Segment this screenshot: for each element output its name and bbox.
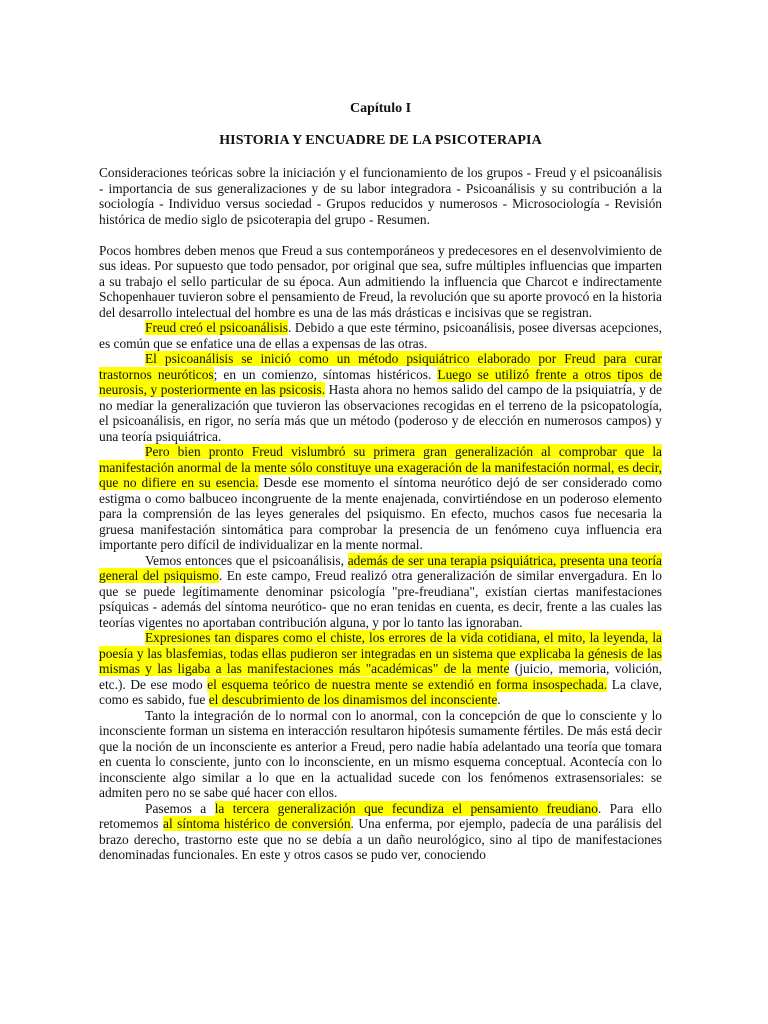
text-segment: Consideraciones teóricas sobre la iniciación y el funcionamiento de los grupos - Freud y el psicoanálisis - importancia de sus generalizaciones y de su labor integradora - Psicoanálisis y su contribución a la sociología - Individuo versus sociedad - Grupos reducidos y numerosos - Microsociología - Revisión histórica de medio siglo de psicoterapia del grupo - Resumen. (99, 165, 662, 227)
document-body (99, 165, 662, 863)
highlighted-text: Freud creó el psicoanálisis (145, 320, 289, 335)
text-segment: . (497, 692, 501, 707)
highlighted-text: Pero bien pronto Freud vislumbró su primera gran generalización al comprobar que la manifestación anormal de la mente sólo constituye una exageración de la manifestación normal, es decir, que no difiere en su esencia. (99, 444, 662, 490)
text-segment: Vemos entonces que el psicoanálisis, (145, 552, 348, 568)
highlighted-text: la tercera generalización que fecundiza el pensamiento freudiano (214, 800, 598, 816)
chapter-heading: Capítulo I (349, 101, 412, 116)
paragraph (99, 553, 662, 631)
text-segment: Pocos hombres deben menos que Freud a sus contemporáneos y predecesores en el desenvolvimiento de sus ideas. Por supuesto que todo pensador, por original que sea, sufre múltiples influencias que imparten a su trabajo el sello particular de su época. Aun admitiendo la influencia que Charcot e indirectamente Schopenhauer tuvieron sobre el pensamiento de Freud, la revolución que su aporte provocó en la historia del desarrollo intelectual del hombre es una de las más drásticas e incisivas que se registran. (99, 242, 662, 320)
paragraph (99, 708, 662, 801)
highlighted-text: además de ser una terapia psiquiátrica, presenta una teoría general del psiquismo (99, 552, 662, 583)
highlighted-text: El psicoanálisis se inició como un método psiquiátrico elaborado por Freud para curar trastornos neuróticos (99, 351, 662, 382)
paragraph (99, 165, 662, 227)
paragraph (99, 243, 662, 321)
text-segment: . Debido a que este término, psicoanálisis, posee diversas acepciones, es común que se enfatice una de ellas a expensas de las otras. (99, 320, 663, 351)
text-segment: ; en un comienzo, síntomas histéricos. (213, 366, 438, 382)
paragraph (99, 444, 662, 553)
text-segment: . En este campo, Freud realizó otra generalización de similar envergadura. En lo que se puede legítimamente denominar psicología "pre-freudiana", existían ciertas manifestaciones psíquicas - además del síntoma neurótico- que no eran tenidas en cuenta, es decir, frente a las cuales las teorías vigentes no aportaban contribución alguna, y por lo tanto las ignoraban. (99, 568, 662, 630)
text-segment: Hasta ahora no hemos salido del campo de la psiquiatría, y de no mediar la generalización que tuvieron las observaciones recogidas en el terreno de la psicopatología, el psicoanálisis, en rigor, no sería más que un método (poderoso y de elección en numerosos campos) y una teoría psiquiátrica. (99, 382, 663, 444)
paragraph (99, 801, 662, 863)
highlighted-text: Expresiones tan dispares como el chiste, los errores de la vida cotidiana, el mito, la leyenda, la poesía y las blasfemias, todas ellas pudieron ser integradas en un sistema que explicaba la génesis de las mismas y las ligaba a las manifestaciones más "académicas" de la mente (99, 630, 662, 676)
text-segment: Desde ese momento el síntoma neurótico dejó de ser considerado como estigma o como balbuceo incongruente de la mente enajenada, convirtiéndose en un poderoso elemento para la comprensión de las leyes generales del psiquismo. En efecto, muchos casos fue necesaria la gruesa manifestación sintomática para comprobar la presencia de un fenómeno cuya influencia era importante pero difícil de individualizar en la mente normal. (99, 475, 662, 552)
highlighted-text: el esquema teórico de nuestra mente se extendió en forma insospechada. (207, 676, 608, 692)
highlighted-text: Luego se utilizó frente a otros tipos de neurosis, y posteriormente en las psicosis. (99, 366, 663, 397)
text-segment: (juicio, memoria, volición, etc.). De ese modo (99, 661, 662, 692)
text-segment: Pasemos a (145, 800, 215, 816)
text-segment: La clave, como es sabido, fue (99, 676, 662, 707)
paragraph (99, 320, 662, 351)
paragraph (99, 630, 662, 708)
text-segment: . Para ello retomemos (99, 800, 662, 831)
text-segment: . Una enferma, por ejemplo, padecía de una parálisis del brazo derecho, trastorno este que no se debía a un daño neurológico, sino al tipo de manifestaciones denominadas funcionales. En este y otros casos se pudo ver, conociendo (99, 816, 662, 862)
highlighted-text: al síntoma histérico de conversión (163, 816, 351, 831)
highlighted-text: el descubrimiento de los dinamismos del inconsciente (208, 692, 498, 707)
paragraph (99, 351, 662, 444)
text-segment: Tanto la integración de lo normal con lo anormal, con la concepción de que lo consciente y lo inconsciente forman un sistema en interacción resultaron hipótesis sumamente fértiles. De más está decir que la noción de un inconsciente es anterior a Freud, pero nadie había adelantado una teoría que tomara en cuenta lo consciente, junto con lo inconsciente, en un mismo esquema conceptual. Acontecía con lo inconsciente algo similar a lo que en la actualidad sucede con los fenómenos extrasensoriales: se admiten pero no se sabe qué hacer con ellos. (99, 707, 662, 800)
chapter-title: HISTORIA Y ENCUADRE DE LA PSICOTERAPIA (219, 133, 542, 148)
